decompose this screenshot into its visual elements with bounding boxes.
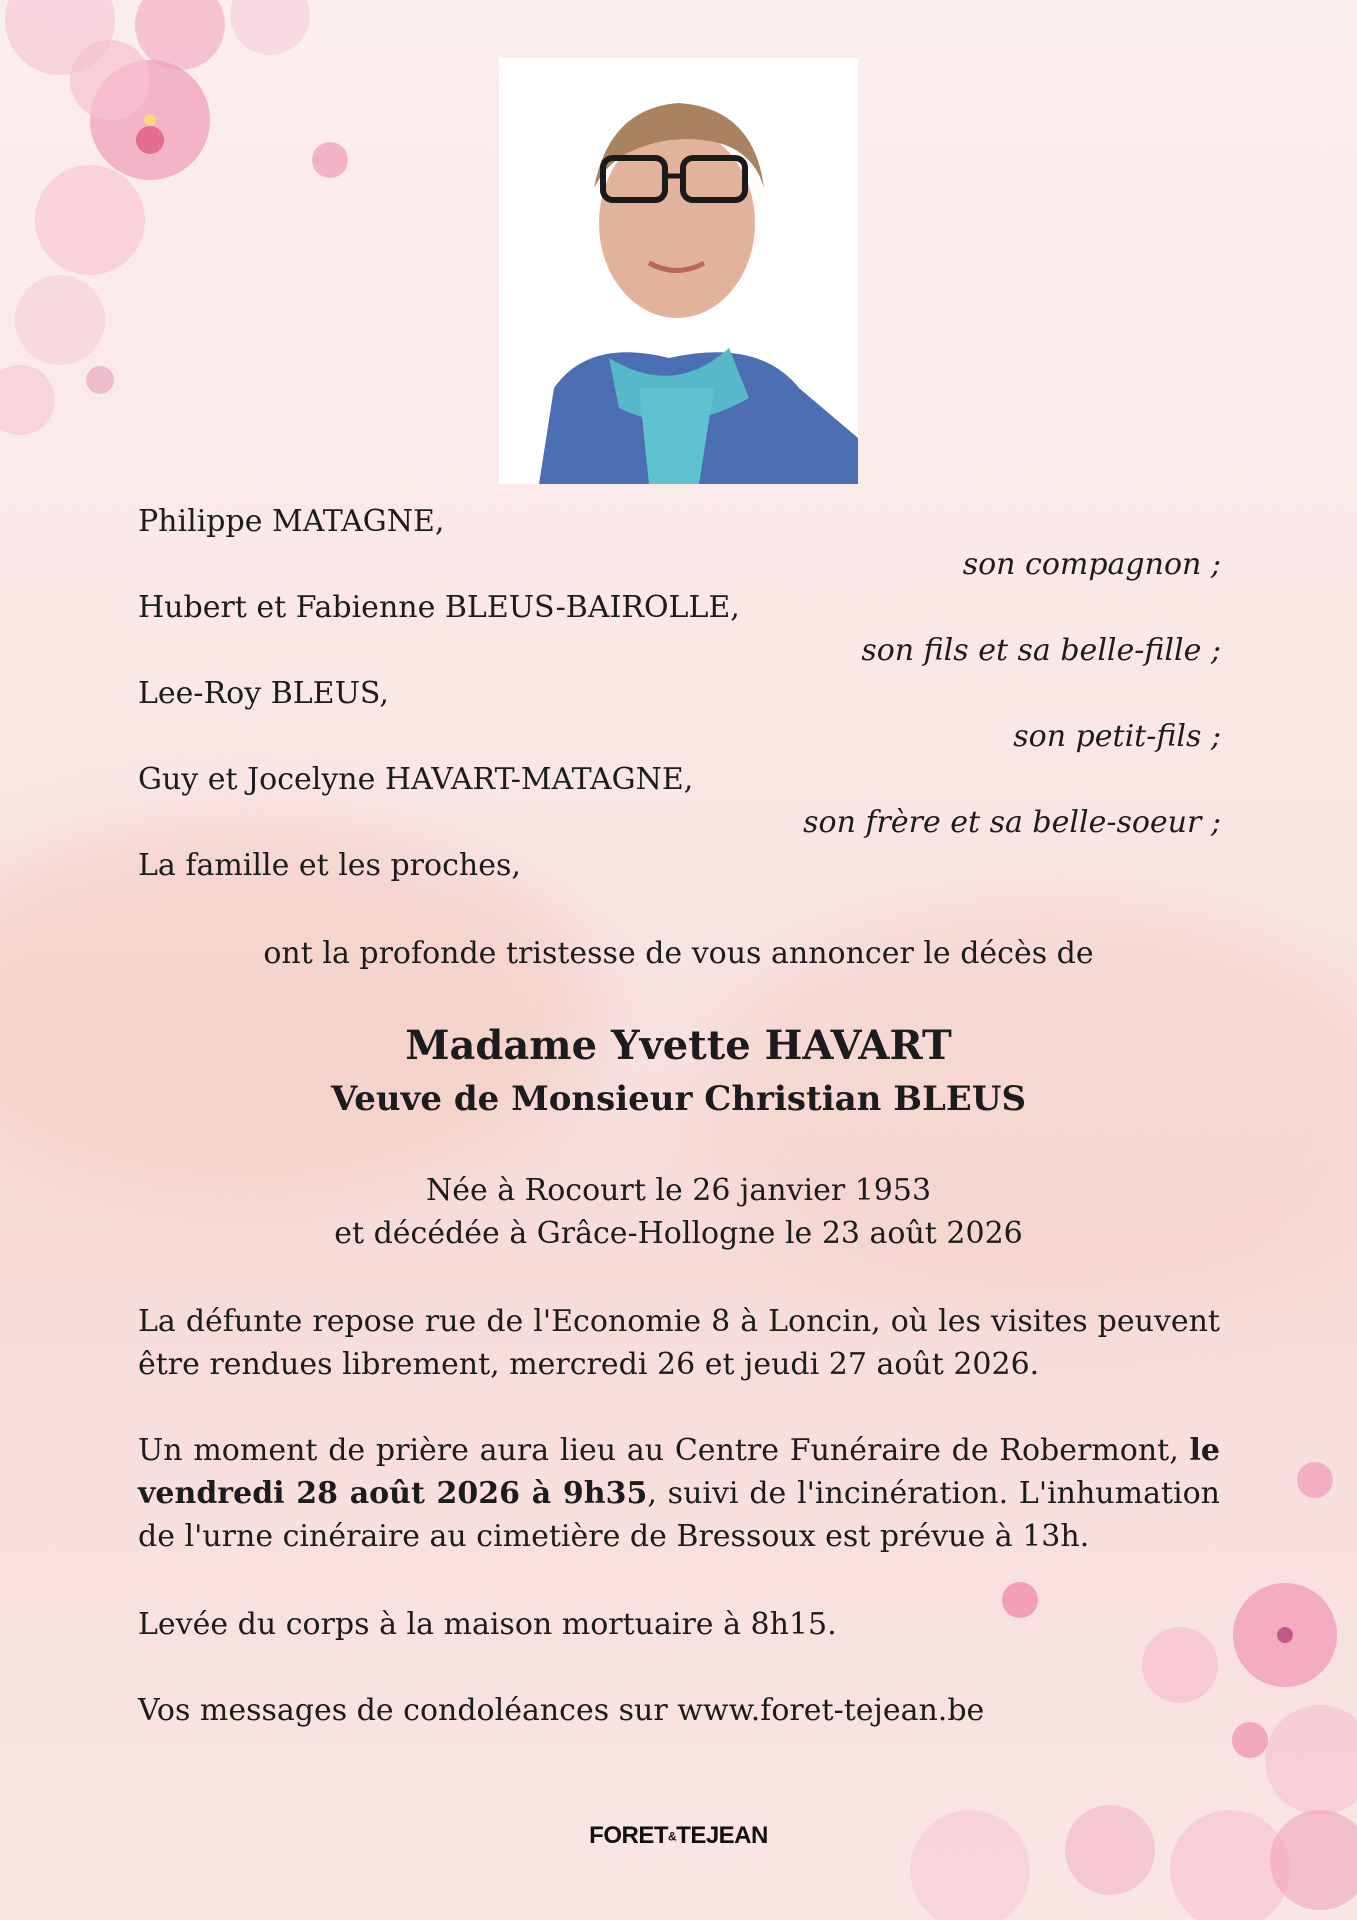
companion-name: Philippe MATAGNE, [138,504,445,539]
logo-right: TEJEAN [676,1822,768,1849]
ceremony-text-before: Un moment de prière aura lieu au Centre Funéraire de Robermont, [138,1433,1179,1468]
ceremony-paragraph [138,1429,1220,1558]
son-relation: son fils et sa belle-fille ; [861,633,1221,668]
visits-paragraph: La défunte repose rue de l'Economie 8 à Loncin, où les visites peuvent être rendues librement, mercredi 26 et jeudi 27 août 2026. [138,1304,1220,1382]
grandson-name: Lee-Roy BLEUS, [138,676,389,711]
levee-paragraph: Levée du corps à la maison mortuaire à 8h15. [138,1607,837,1642]
brother-name: Guy et Jocelyne HAVART-MATAGNE, [138,762,694,797]
announcement-text: ont la profonde tristesse de vous annoncer le décès de [263,936,1094,971]
logo-left: FORET [589,1822,668,1849]
portrait-photo [499,58,858,484]
brother-relation: son frère et sa belle-soeur ; [803,805,1221,840]
companion-relation: son compagnon ; [962,547,1221,582]
logo-sep: & [667,1829,677,1844]
deceased-name: Madame Yvette HAVART [405,1022,952,1069]
floral-decoration-top-left [0,0,400,460]
grandson-relation: son petit-fils ; [1013,719,1221,754]
death-info: et décédée à Grâce-Hollogne le 23 août 2026 [334,1216,1023,1251]
condolences-paragraph: Vos messages de condoléances sur www.foret-tejean.be [138,1693,985,1728]
widow-of: Veuve de Monsieur Christian BLEUS [331,1079,1026,1119]
birth-info: Née à Rocourt le 26 janvier 1953 [425,1173,932,1208]
foret-tejean-logo [0,1822,1357,1850]
son-name: Hubert et Fabienne BLEUS-BAIROLLE, [138,590,740,625]
ceremony-date: le vendredi 28 août 2026 à 9h35 [138,1433,1220,1511]
ceremony-text-after: , suivi de l'incinération. L'inhumation de l'urne cinéraire au cimetière de Bressoux est prévue à 13h. [138,1476,1220,1554]
family-others: La famille et les proches, [138,848,521,883]
